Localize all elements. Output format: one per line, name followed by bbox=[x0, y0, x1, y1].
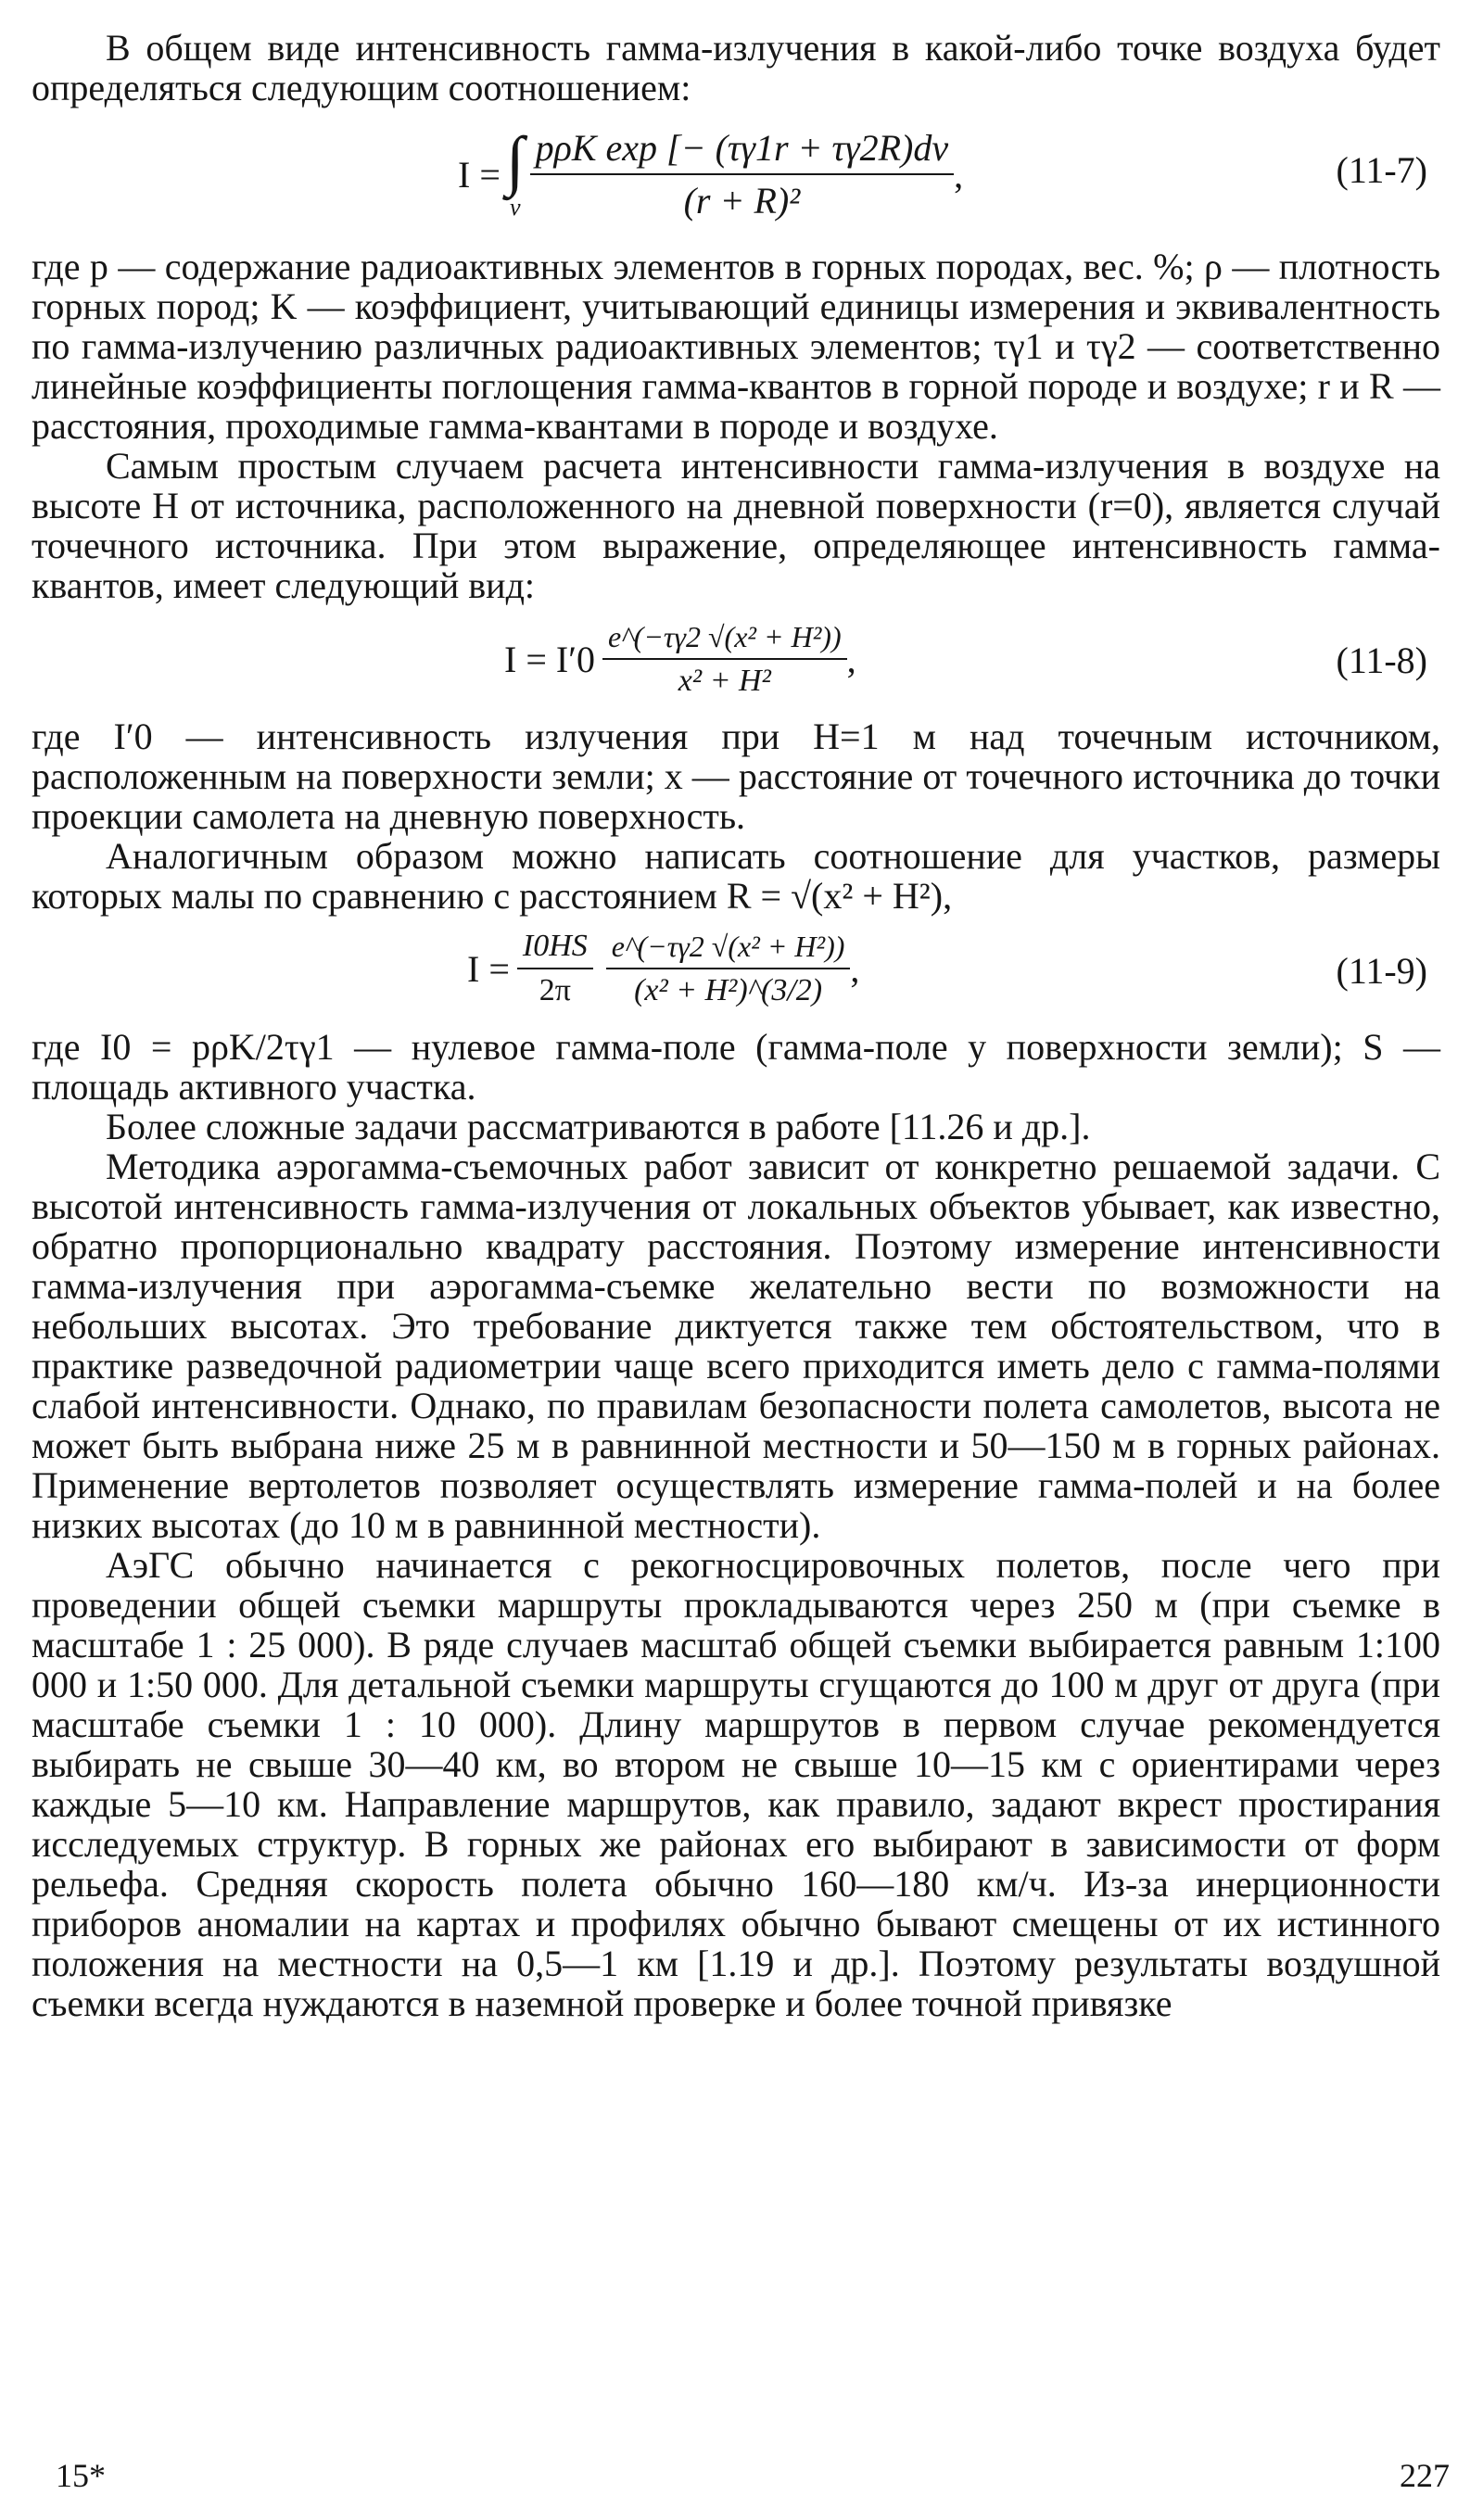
page-body bbox=[32, 28, 1440, 2023]
paragraph-4: где I′0 — интенсивность излучения при H=1 м над точечным источником, расположенным на поверхности земли; x — расстояние от точечного источника до точки проекции самолета на дневную поверхность. bbox=[32, 715, 1440, 837]
paragraph-3: Самым простым случаем расчета интенсивности гамма-излучения в воздухе на высоте H от источника, расположенного на дневной поверхности (r=0), является случай точечного источника. При этом выражение, определяющее интенсивность гамма-квантов, имеет следующий вид: bbox=[32, 445, 1440, 606]
formula-11-9-lhs: I = bbox=[467, 947, 510, 990]
formula-11-8-numerator: e^(−τγ2 √(x² + H²)) bbox=[602, 620, 847, 660]
formula-11-7 bbox=[32, 108, 1440, 247]
formula-11-9-denominator: (x² + H²)^(3/2) bbox=[634, 972, 823, 1007]
formula-11-9-fraction bbox=[606, 930, 851, 1008]
signature-mark: 15* bbox=[56, 2457, 106, 2494]
page-number: 227 bbox=[1400, 2457, 1450, 2494]
formula-11-9-coef-denominator: 2π bbox=[539, 973, 571, 1007]
formula-11-9-coefficient bbox=[517, 929, 593, 1008]
formula-11-8-number: (11-8) bbox=[1336, 639, 1427, 681]
formula-11-8 bbox=[32, 605, 1440, 716]
paragraph-9: АэГС обычно начинается с рекогносцировочных полетов, после чего при проведении общей съемки маршруты прокладываются через 250 м (при съемке в масштабе 1 : 25 000). В ряде случаев масштаб общей съемки выбирается равным 1:100 000 и 1:50 000. Для детальной съемки маршруты сгущаются до 100 м друг от друга (при масштабе съемки 1 : 10 000). Длину маршрутов в первом случае рекомендуется выбирать не свыше 30—40 км, во втором не свыше 10—15 км с ориентирами через каждые 5—10 км. Направление маршрутов, как правило, задают вкрест простирания исследуемых структур. В горных же районах его выбирают в зависимости от форм рельефа. Средняя скорость полета обычно 160—180 км/ч. Из-за инерционности приборов аномалии на картах и профилях обычно бывают смещены от их истинного положения на местности на 0,5—1 км [1.19 и др.]. Поэтому результаты воздушной съемки всегда нуждаются в наземной проверке и более точной привязке bbox=[32, 1544, 1440, 2024]
formula-11-7-number: (11-7) bbox=[1336, 149, 1427, 191]
formula-11-7-lhs: I = bbox=[458, 153, 501, 196]
formula-11-9 bbox=[32, 916, 1440, 1027]
formula-11-7-denominator: (r + R)² bbox=[683, 180, 801, 222]
formula-11-9-number: (11-9) bbox=[1336, 950, 1427, 992]
integral-sign: ∫ bbox=[505, 123, 525, 197]
formula-11-8-denominator: x² + H² bbox=[678, 664, 771, 698]
formula-11-9-tail: , bbox=[850, 947, 860, 990]
formula-11-8-tail: , bbox=[846, 639, 856, 680]
formula-11-9-numerator: e^(−τγ2 √(x² + H²)) bbox=[606, 930, 851, 969]
formula-11-7-tail: , bbox=[954, 153, 964, 196]
paragraph-6: где I0 = pρK/2τγ1 — нулевое гамма-поле (гамма-поле у поверхности земли); S — площадь активного участка. bbox=[32, 1026, 1440, 1108]
paragraph-2: где p — содержание радиоактивных элементов в горных породах, вес. %; ρ — плотность горных пород; K — коэффициент, учитывающий единицы измерения и эквивалентность по гамма-излучению различных радиоактивных элементов; τγ1 и τγ2 — соответственно линейные коэффициенты поглощения гамма-квантов в горной породе и воздухе; r и R — расстояния, проходимые гамма-квантами в породе и воздухе. bbox=[32, 246, 1440, 447]
formula-11-7-numerator: pρK exp [− (τγ1r + τγ2R)dv bbox=[530, 126, 955, 175]
paragraph-5: Аналогичным образом можно написать соотношение для участков, размеры которых малы по сравнению с расстоянием R = √(x² + H²), bbox=[32, 835, 1440, 917]
paragraph-8: Методика аэрогамма-съемочных работ зависит от конкретно решаемой задачи. С высотой интенсивность гамма-излучения от локальных объектов убывает, как известно, обратно пропорционально квадрату расстояния. Поэтому измерение интенсивности гамма-излучения при аэрогамма-съемке желательно вести по возможности на небольших высотах. Это требование диктуется также тем обстоятельством, что в практике разведочной радиометрии чаще всего приходится иметь дело с гамма-полями слабой интенсивности. Однако, по правилам безопасности полета самолетов, высота не может быть выбрана ниже 25 м в равнинной местности и 50—150 м в горных районах. Применение вертолетов позволяет осуществлять измерение гамма-полей и на более низких высотах (до 10 м в равнинной местности). bbox=[32, 1146, 1440, 1546]
formula-11-8-fraction bbox=[602, 620, 847, 699]
formula-11-8-lhs: I = I′0 bbox=[504, 639, 595, 680]
paragraph-7: Более сложные задачи рассматриваются в работе [11.26 и др.]. bbox=[106, 1106, 1091, 1147]
paragraph-1: В общем виде интенсивность гамма-излучения в какой-либо точке воздуха будет определяться следующим соотношением: bbox=[32, 27, 1440, 108]
integral-limit: v bbox=[509, 194, 521, 221]
formula-11-7-fraction bbox=[530, 126, 955, 222]
formula-11-9-coef-numerator: I0HS bbox=[517, 929, 593, 969]
